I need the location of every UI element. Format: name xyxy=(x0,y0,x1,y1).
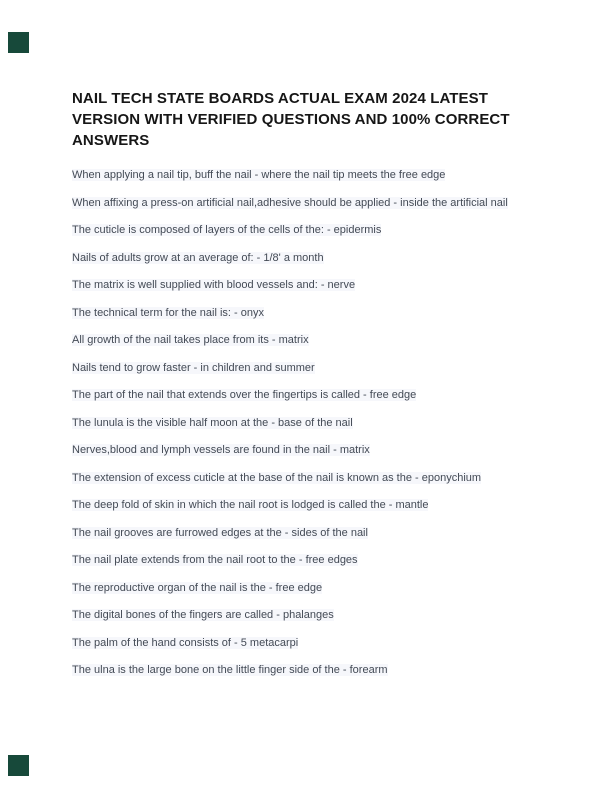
question-answer-line: The lunula is the visible half moon at the - base of the nail xyxy=(72,416,353,429)
question-answer-line: The ulna is the large bone on the little finger side of the - forearm xyxy=(72,664,388,676)
question-answer-line: The cuticle is composed of layers of the cells of the: - epidermis xyxy=(72,224,382,236)
question-answer-line: The digital bones of the fingers are called - phalanges xyxy=(72,609,334,621)
question-answer-line: The palm of the hand consists of - 5 metacarpi xyxy=(72,636,299,649)
question-answer-line: The reproductive organ of the nail is the - free edge xyxy=(72,581,323,594)
question-answer-line: Nerves,blood and lymph vessels are found in the nail - matrix xyxy=(72,444,370,456)
question-answer-line: The extension of excess cuticle at the base of the nail is known as the - eponychium xyxy=(72,471,482,484)
corner-marker-bottom-left xyxy=(8,755,29,776)
question-answer-line: Nails tend to grow faster - in children and summer xyxy=(72,361,315,374)
question-answer-line: All growth of the nail takes place from its - matrix xyxy=(72,334,309,346)
corner-marker-top-left xyxy=(8,32,29,53)
document-title: NAIL TECH STATE BOARDS ACTUAL EXAM 2024 LATEST VERSION WITH VERIFIED QUESTIONS AND 100% CORRECT ANSWERS xyxy=(72,90,510,149)
question-answer-line: The nail grooves are furrowed edges at the - sides of the nail xyxy=(72,526,368,539)
question-answer-line: The deep fold of skin in which the nail root is lodged is called the - mantle xyxy=(72,499,429,511)
question-answer-line: When affixing a press-on artificial nail,adhesive should be applied - inside the artificial nail xyxy=(72,196,508,209)
question-answer-line: Nails of adults grow at an average of: - 1/8' a month xyxy=(72,251,324,264)
question-answer-list xyxy=(72,169,542,692)
question-answer-line: The technical term for the nail is: - onyx xyxy=(72,306,264,319)
question-answer-line: When applying a nail tip, buff the nail - where the nail tip meets the free edge xyxy=(72,169,446,181)
question-answer-line: The matrix is well supplied with blood vessels and: - nerve xyxy=(72,279,356,291)
question-answer-line: The nail plate extends from the nail root to the - free edges xyxy=(72,554,358,566)
question-answer-line: The part of the nail that extends over the fingertips is called - free edge xyxy=(72,389,417,401)
